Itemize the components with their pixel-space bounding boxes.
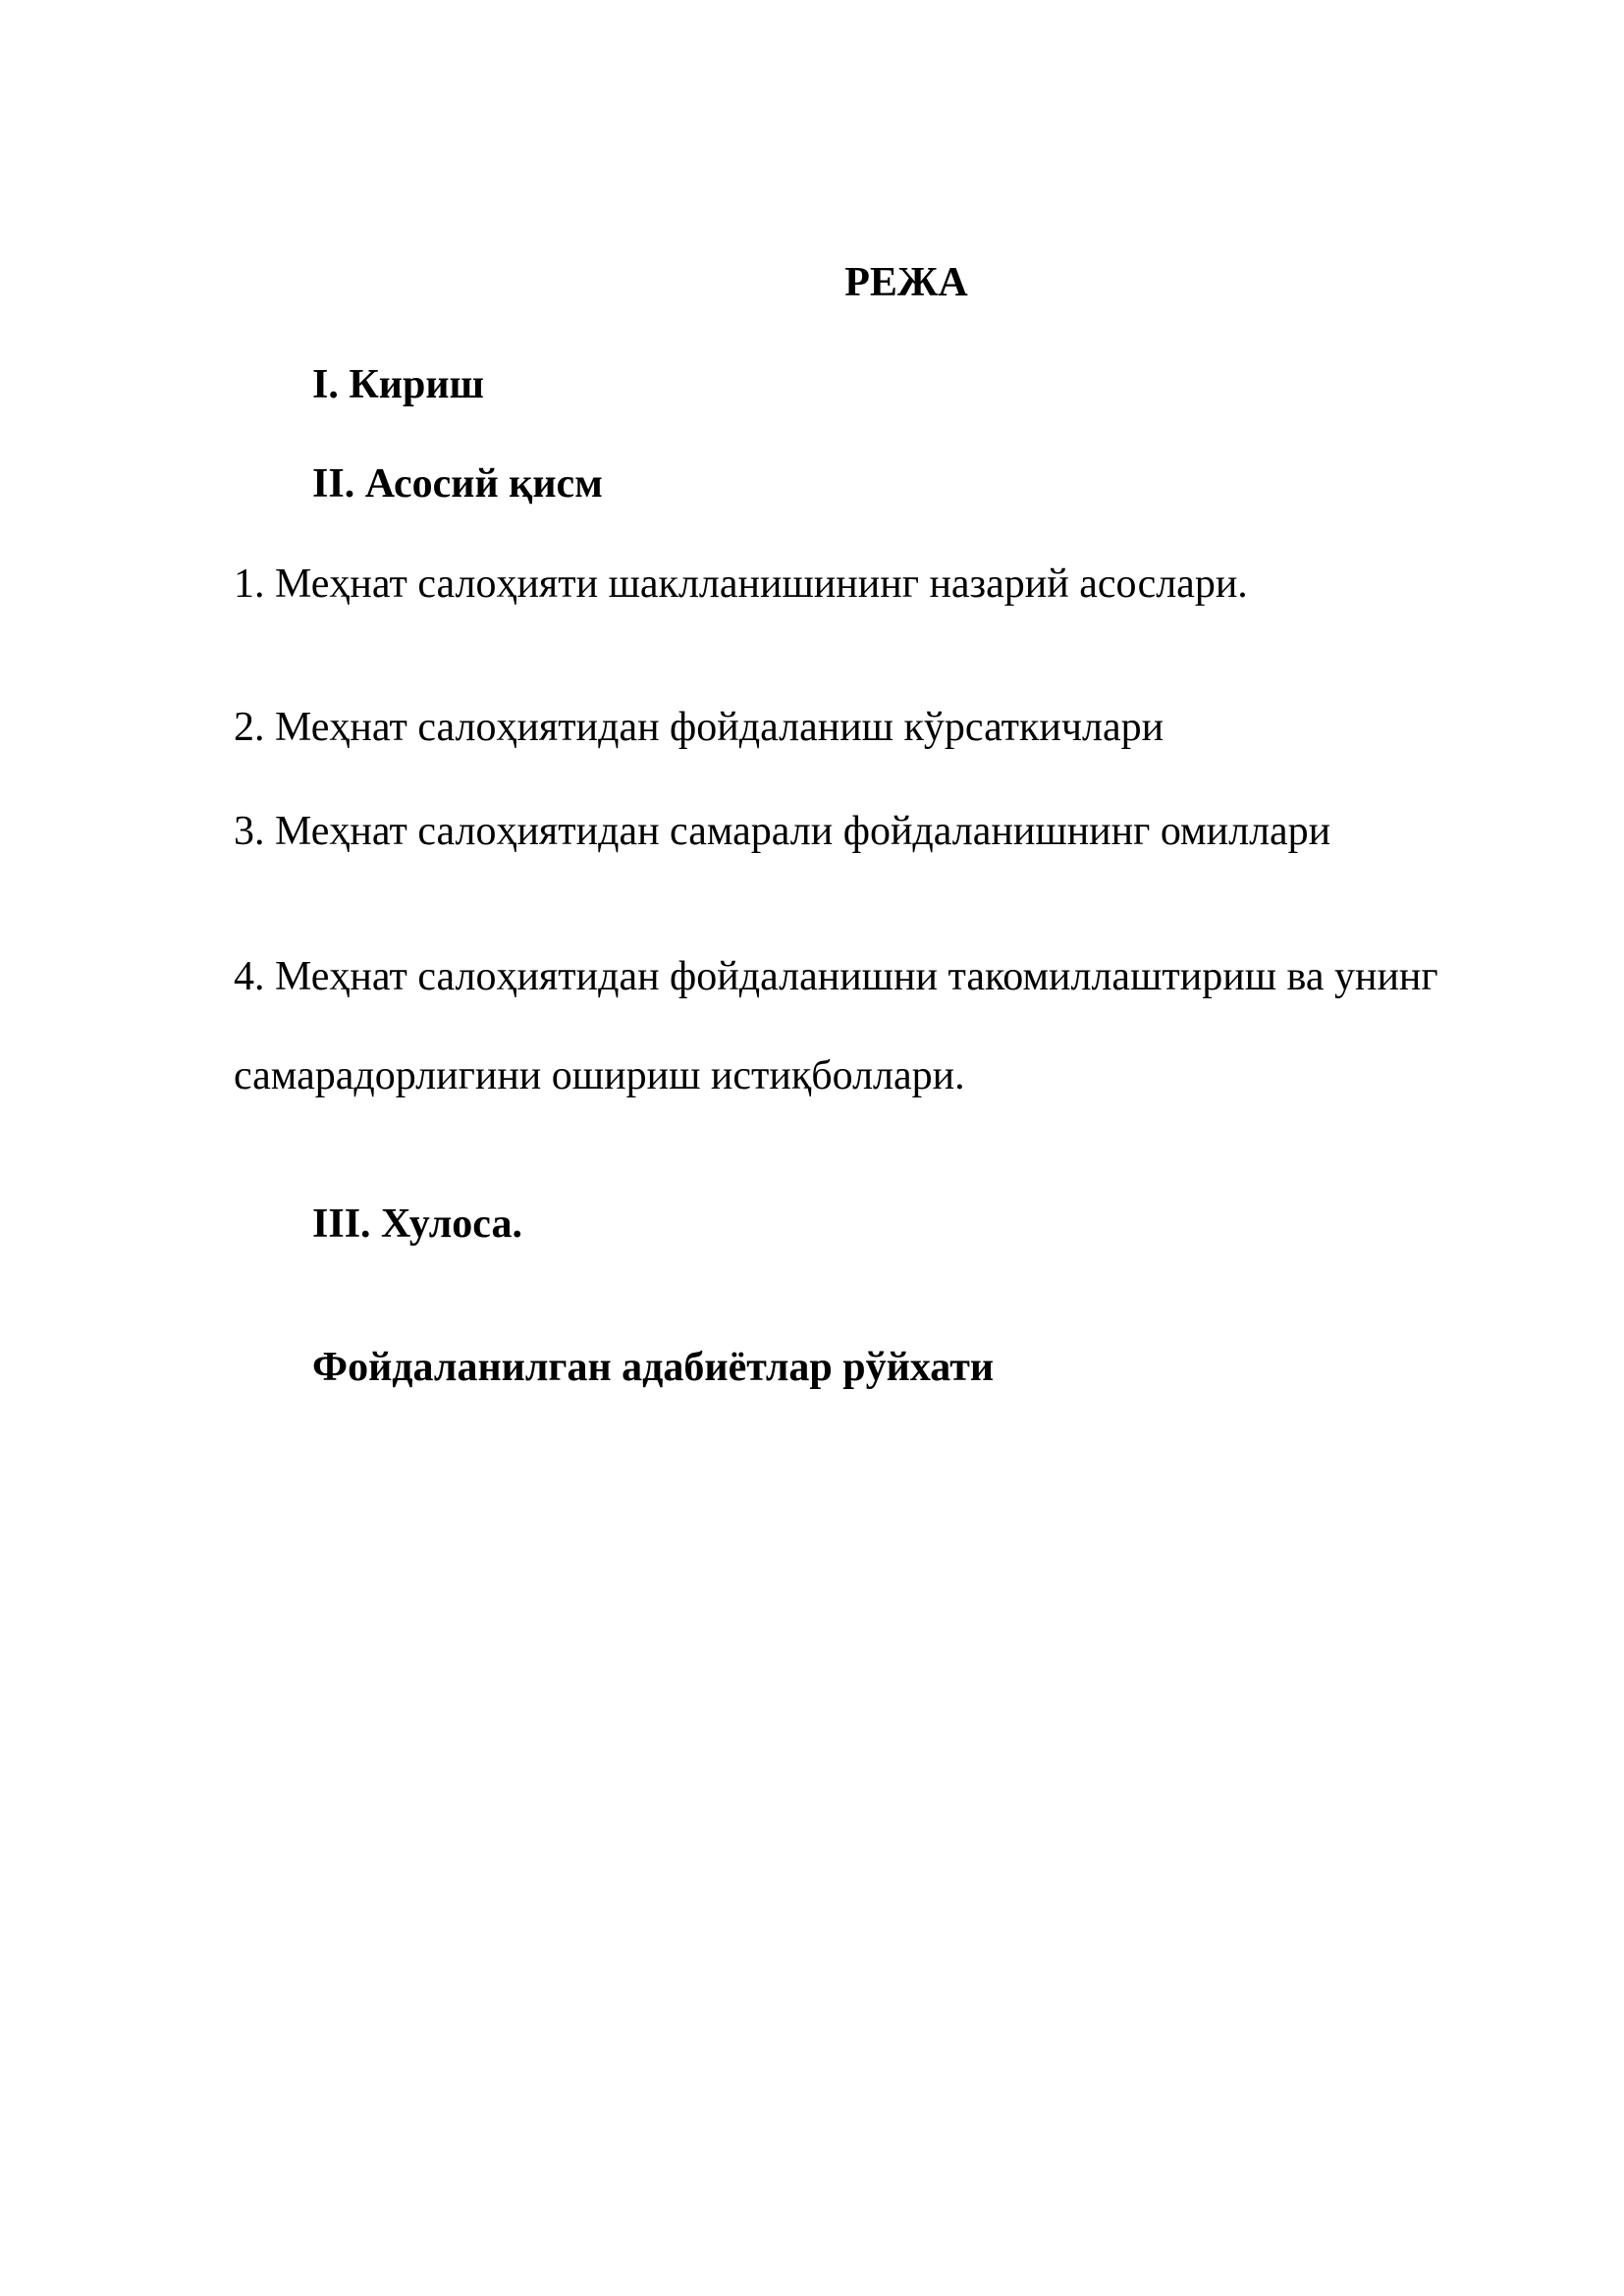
- list-item-continuation: самарадорлигини ошириш истиқболлари.: [234, 1053, 965, 1098]
- section-references: Фойдаланилган адабиётлар рўйхати: [312, 1345, 995, 1390]
- page-title: РЕЖА: [844, 260, 968, 305]
- section-conclusion: III. Хулоса.: [312, 1201, 522, 1247]
- list-item: 4. Меҳнат салоҳиятидан фойдаланишни такомиллаштириш ва унинг: [234, 954, 1438, 999]
- list-item: 2. Меҳнат салоҳиятидан фойдаланиш кўрсаткичлари: [234, 705, 1164, 750]
- list-item: 1. Меҳнат салоҳияти шаклланишининг назарий асослари.: [234, 561, 1248, 607]
- section-main: II. Асосий қисм: [312, 461, 603, 507]
- list-item: 3. Меҳнат салоҳиятидан самарали фойдаланишнинг омиллари: [234, 809, 1331, 854]
- section-intro: I. Кириш: [312, 362, 485, 407]
